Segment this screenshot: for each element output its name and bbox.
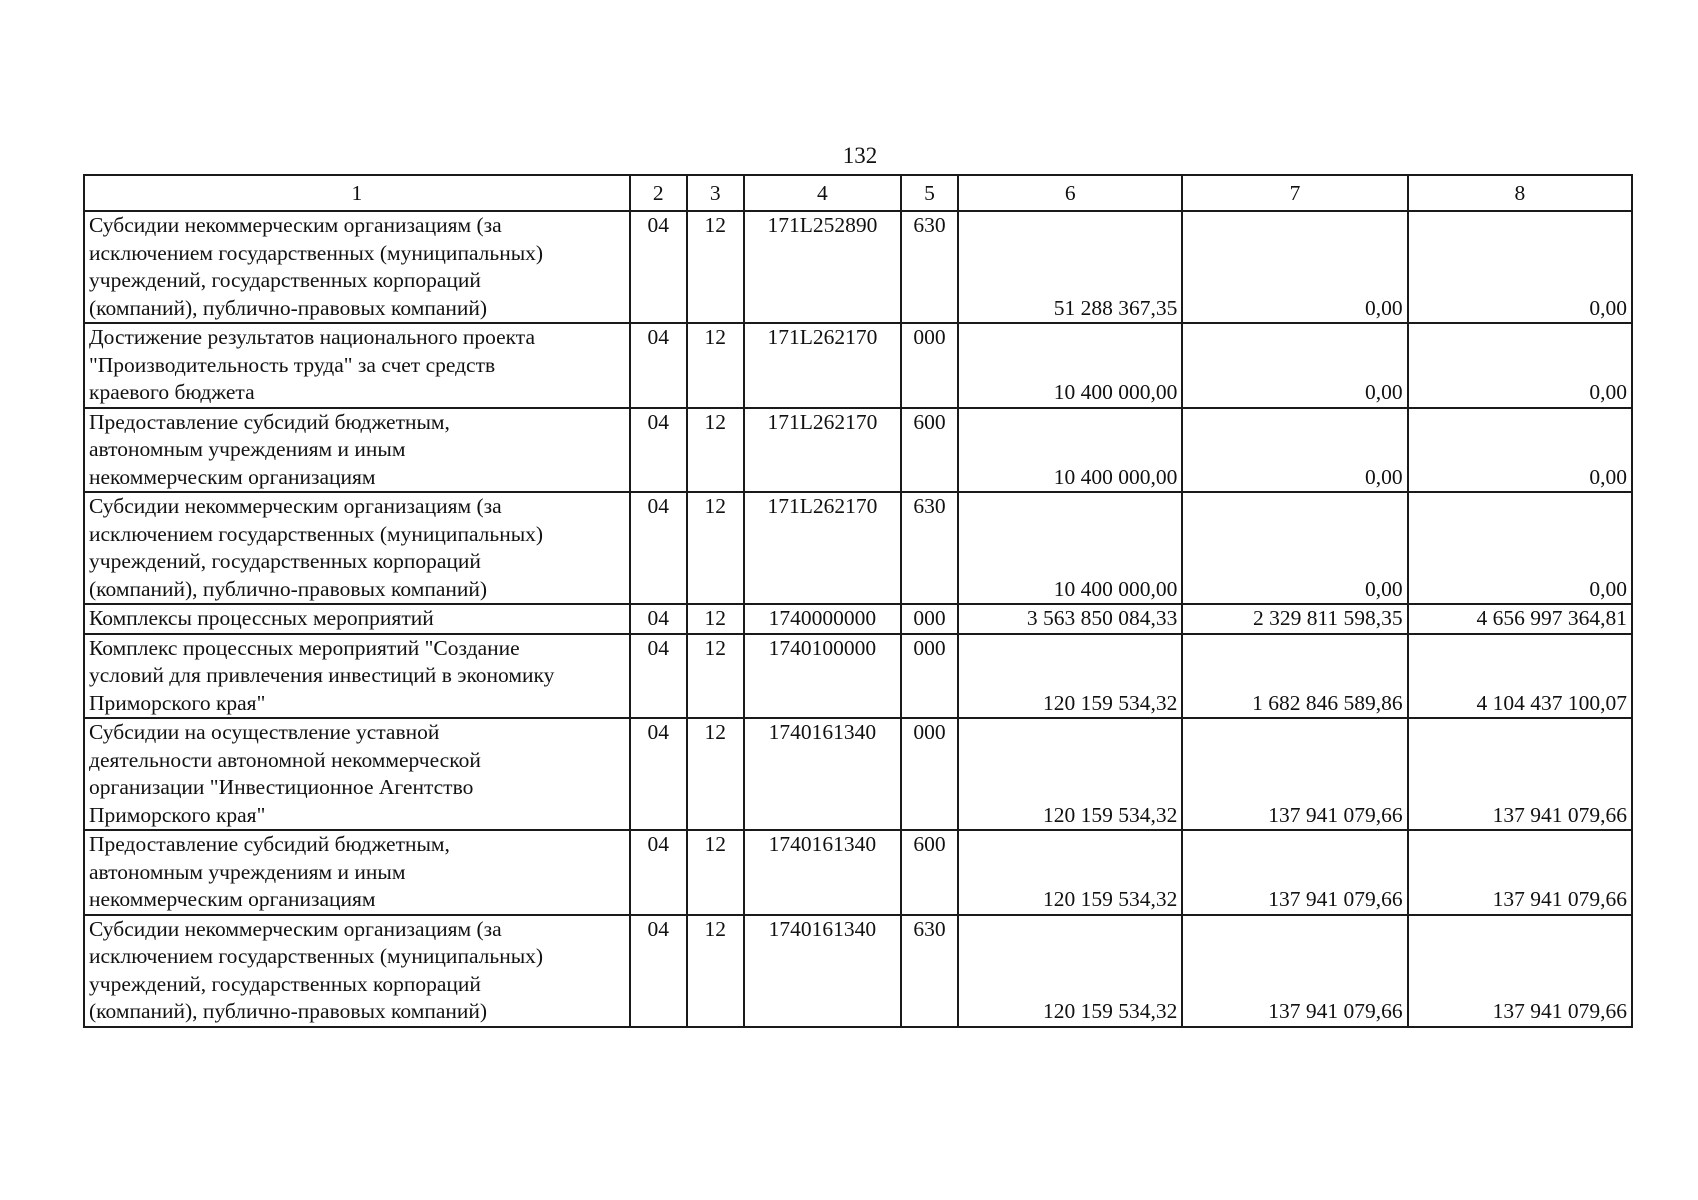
- expense-type-code: 630: [901, 492, 958, 604]
- expense-type-code: 000: [901, 634, 958, 719]
- section-code: 04: [630, 211, 687, 323]
- section-code: 04: [630, 492, 687, 604]
- row-description: Субсидии на осуществление уставной деятельности автономной некоммерческой организации "Инвестиционное Агентство Приморского края": [84, 718, 630, 830]
- amount-col-8: 0,00: [1408, 323, 1632, 408]
- section-code: 04: [630, 408, 687, 493]
- header-col-4: 4: [744, 175, 901, 211]
- subsection-code: 12: [687, 634, 744, 719]
- table-row: [84, 830, 1632, 915]
- amount-col-7: 137 941 079,66: [1182, 830, 1407, 915]
- header-col-6: 6: [958, 175, 1182, 211]
- header-row: [84, 175, 1632, 211]
- expense-type-code: 600: [901, 830, 958, 915]
- amount-col-6: 10 400 000,00: [958, 323, 1182, 408]
- subsection-code: 12: [687, 408, 744, 493]
- amount-col-8: 137 941 079,66: [1408, 915, 1632, 1027]
- target-article-code: 1740161340: [744, 830, 901, 915]
- row-description: Комплекс процессных мероприятий "Создание условий для привлечения инвестиций в экономику Приморского края": [84, 634, 630, 719]
- amount-col-6: 3 563 850 084,33: [958, 604, 1182, 634]
- header-col-8: 8: [1408, 175, 1632, 211]
- target-article-code: 1740161340: [744, 718, 901, 830]
- amount-col-8: 4 104 437 100,07: [1408, 634, 1632, 719]
- target-article-code: 1740000000: [744, 604, 901, 634]
- subsection-code: 12: [687, 830, 744, 915]
- table-row: [84, 323, 1632, 408]
- amount-col-6: 10 400 000,00: [958, 408, 1182, 493]
- expense-type-code: 630: [901, 915, 958, 1027]
- header-col-7: 7: [1182, 175, 1407, 211]
- row-description: Предоставление субсидий бюджетным, автономным учреждениям и иным некоммерческим организациям: [84, 830, 630, 915]
- section-code: 04: [630, 634, 687, 719]
- row-description: Субсидии некоммерческим организациям (за исключением государственных (муниципальных) учреждений, государственных корпораций (компаний), публично-правовых компаний): [84, 211, 630, 323]
- amount-col-8: 137 941 079,66: [1408, 830, 1632, 915]
- row-description: Достижение результатов национального проекта "Производительность труда" за счет средств краевого бюджета: [84, 323, 630, 408]
- target-article-code: 171L262170: [744, 408, 901, 493]
- table-row: [84, 915, 1632, 1027]
- target-article-code: 1740161340: [744, 915, 901, 1027]
- amount-col-8: 0,00: [1408, 408, 1632, 493]
- expense-type-code: 000: [901, 323, 958, 408]
- target-article-code: 171L262170: [744, 492, 901, 604]
- amount-col-8: 137 941 079,66: [1408, 718, 1632, 830]
- section-code: 04: [630, 718, 687, 830]
- header-col-3: 3: [687, 175, 744, 211]
- expense-type-code: 000: [901, 604, 958, 634]
- row-description: Предоставление субсидий бюджетным, автономным учреждениям и иным некоммерческим организациям: [84, 408, 630, 493]
- table-row: [84, 634, 1632, 719]
- target-article-code: 1740100000: [744, 634, 901, 719]
- target-article-code: 171L262170: [744, 323, 901, 408]
- amount-col-7: 0,00: [1182, 211, 1407, 323]
- amount-col-8: 4 656 997 364,81: [1408, 604, 1632, 634]
- row-description: Комплексы процессных мероприятий: [84, 604, 630, 634]
- section-code: 04: [630, 915, 687, 1027]
- header-col-5: 5: [901, 175, 958, 211]
- amount-col-7: 0,00: [1182, 408, 1407, 493]
- amount-col-6: 120 159 534,32: [958, 634, 1182, 719]
- header-col-1: 1: [84, 175, 630, 211]
- table-row: [84, 718, 1632, 830]
- expense-type-code: 630: [901, 211, 958, 323]
- amount-col-6: 120 159 534,32: [958, 830, 1182, 915]
- section-code: 04: [630, 323, 687, 408]
- page-number: 132: [842, 143, 878, 168]
- section-code: 04: [630, 604, 687, 634]
- amount-col-8: 0,00: [1408, 211, 1632, 323]
- amount-col-6: 51 288 367,35: [958, 211, 1182, 323]
- subsection-code: 12: [687, 323, 744, 408]
- target-article-code: 171L252890: [744, 211, 901, 323]
- amount-col-7: 137 941 079,66: [1182, 718, 1407, 830]
- amount-col-7: 137 941 079,66: [1182, 915, 1407, 1027]
- amount-col-6: 10 400 000,00: [958, 492, 1182, 604]
- expense-type-code: 600: [901, 408, 958, 493]
- amount-col-7: 1 682 846 589,86: [1182, 634, 1407, 719]
- table-row: [84, 408, 1632, 493]
- row-description: Субсидии некоммерческим организациям (за исключением государственных (муниципальных) учреждений, государственных корпораций (компаний), публично-правовых компаний): [84, 915, 630, 1027]
- section-code: 04: [630, 830, 687, 915]
- expense-type-code: 000: [901, 718, 958, 830]
- header-col-2: 2: [630, 175, 687, 211]
- subsection-code: 12: [687, 604, 744, 634]
- subsection-code: 12: [687, 492, 744, 604]
- subsection-code: 12: [687, 718, 744, 830]
- subsection-code: 12: [687, 915, 744, 1027]
- budget-table: [83, 174, 1633, 1028]
- subsection-code: 12: [687, 211, 744, 323]
- table-row: [84, 492, 1632, 604]
- amount-col-8: 0,00: [1408, 492, 1632, 604]
- amount-col-7: 0,00: [1182, 323, 1407, 408]
- amount-col-6: 120 159 534,32: [958, 915, 1182, 1027]
- table-row: [84, 211, 1632, 323]
- amount-col-7: 2 329 811 598,35: [1182, 604, 1407, 634]
- table-row: [84, 604, 1632, 634]
- amount-col-7: 0,00: [1182, 492, 1407, 604]
- amount-col-6: 120 159 534,32: [958, 718, 1182, 830]
- row-description: Субсидии некоммерческим организациям (за исключением государственных (муниципальных) учреждений, государственных корпораций (компаний), публично-правовых компаний): [84, 492, 630, 604]
